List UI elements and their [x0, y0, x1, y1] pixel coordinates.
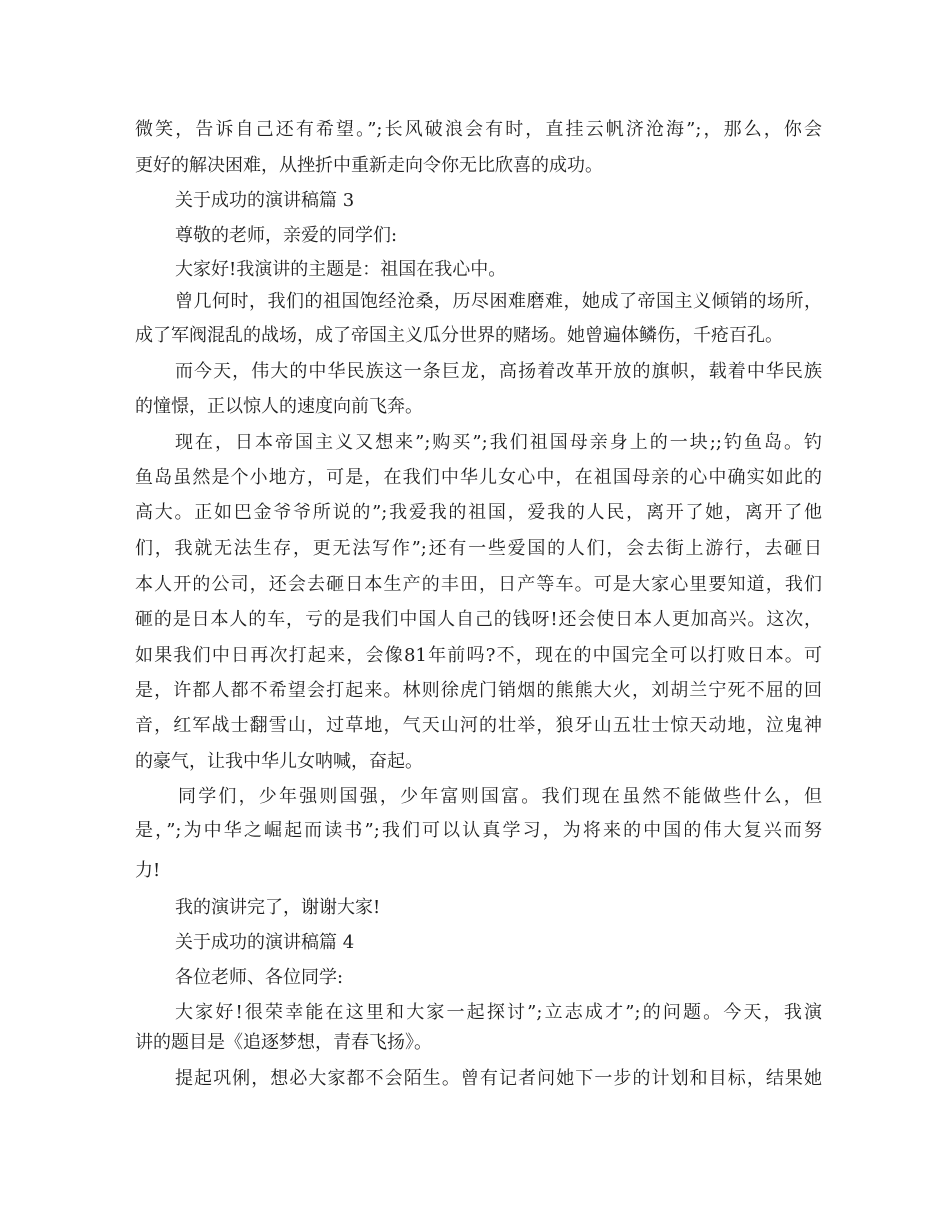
text-line: 鱼岛虽然是个小地方，可是，在我们中华儿女心中，在祖国母亲的心中确实如此的	[135, 467, 822, 488]
text-line: 现在，日本帝国主义又想来”;购买”;我们祖国母亲身上的一块;;钓鱼岛。钓	[175, 432, 822, 453]
text-line: 的憧憬，正以惊人的速度向前飞奔。	[135, 396, 423, 417]
text-line: 我的演讲完了，谢谢大家!	[175, 897, 381, 918]
text-line: 本人开的公司，还会去砸日本生产的丰田，日产等车。可是大家心里要知道，我们	[135, 574, 822, 595]
text-line: 微笑，告诉自己还有希望。”;长风破浪会有时，直挂云帆济沧海”;，那么，你会	[135, 119, 822, 140]
salutation-line: 尊敬的老师，亲爱的同学们:	[175, 225, 398, 246]
section-heading: 关于成功的演讲稿篇 4	[175, 932, 355, 953]
section-heading: 关于成功的演讲稿篇 3	[175, 190, 355, 211]
text-line: 大家好!我演讲的主题是：祖国在我心中。	[175, 259, 507, 280]
text-line: 而今天，伟大的中华民族这一条巨龙，高扬着改革开放的旗帜，载着中华民族	[175, 361, 822, 382]
text-line: 是，许都人都不希望会打起来。林则徐虎门销烟的熊熊大火，刘胡兰宁死不屈的回	[135, 680, 822, 701]
text-line: 成了军阀混乱的战场，成了帝国主义瓜分世界的赌场。她曾遍体鳞伤，千疮百孔。	[135, 325, 783, 346]
text-line: 曾几何时，我们的祖国饱经沧桑，历尽困难磨难，她成了帝国主义倾销的场所，	[175, 291, 822, 312]
text-line: 们，我就无法生存，更无法写作”;还有一些爱国的人们，会去街上游行，去砸日	[135, 538, 822, 559]
text-line: 砸的是日本人的车，亏的是我们中国人自己的钱呀!还会使日本人更加高兴。这次，	[135, 609, 822, 630]
text-line: 力!	[135, 860, 161, 881]
text-line: 如果我们中日再次打起来，会像81年前吗?不，现在的中国完全可以打败日本。可	[135, 645, 822, 666]
text-line: 的豪气，让我中华儿女呐喊，奋起。	[135, 751, 423, 772]
text-line: 讲的题目是《追逐梦想，青春飞扬》。	[135, 1032, 432, 1053]
text-line: 更好的解决困难，从挫折中重新走向令你无比欣喜的成功。	[135, 155, 603, 176]
text-line: 是，”;为中华之崛起而读书”;我们可以认真学习，为将来的中国的伟大复兴而努	[135, 820, 822, 841]
text-line: 提起巩俐，想必大家都不会陌生。曾有记者问她下一步的计划和目标，结果她	[175, 1068, 822, 1089]
text-line: 音，红军战士翻雪山，过草地，气天山河的壮举，狼牙山五壮士惊天动地，泣鬼神	[135, 715, 822, 736]
text-line: 同学们，少年强则国强，少年富则国富。我们现在虽然不能做些什么，但	[178, 786, 822, 807]
salutation-line: 各位老师、各位同学:	[175, 967, 344, 988]
text-line: 大家好!很荣幸能在这里和大家一起探讨”;立志成才”;的问题。今天，我演	[175, 1002, 822, 1023]
text-line: 高大。正如巴金爷爷所说的”;我爱我的祖国，爱我的人民，离开了她，离开了他	[135, 502, 822, 523]
